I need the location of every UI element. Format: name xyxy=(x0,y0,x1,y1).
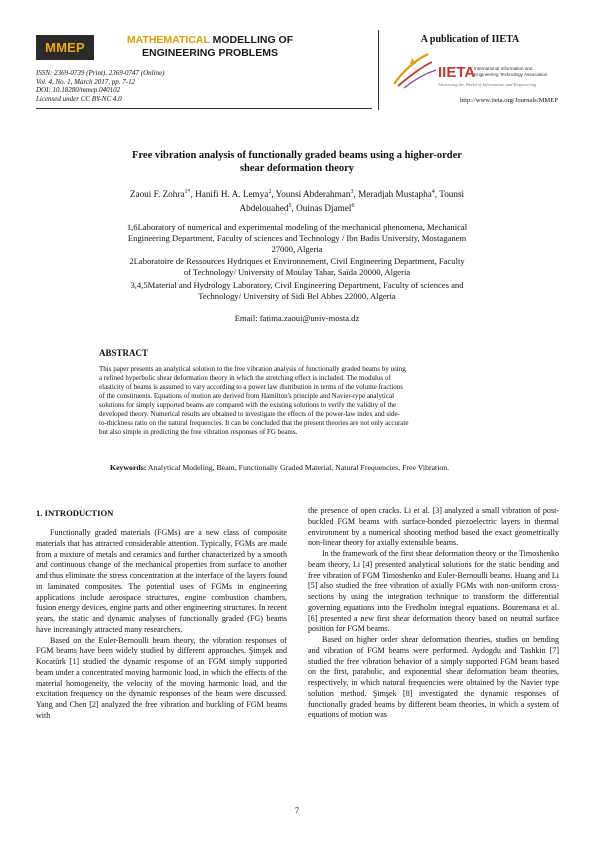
abstract-body xyxy=(99,365,496,437)
section-heading-introduction: 1. INTRODUCTION xyxy=(36,508,114,518)
body-column-right xyxy=(308,506,559,721)
keywords-text: Analytical Modeling, Beam, Functionally Graded Material, Natural Frequencies, Free Vibration. xyxy=(146,463,450,472)
ieta-org-line1: International Information and xyxy=(474,66,533,71)
abstract-line: of the constituents. Equations of motion are derived from Hamilton's principle and Navier-type analytical xyxy=(99,392,395,401)
body-column-left xyxy=(36,528,287,722)
journal-logo-text: MMEP xyxy=(45,40,85,55)
affiliation-2-line1: 2Laboratoire de Ressources Hydriques et Environnement, Civil Engineering Department, Faculty xyxy=(129,256,465,266)
paper-title xyxy=(60,150,534,175)
affiliation-3-line2: Technology/ University of Sidi Bel Abbes 22000, Algeria xyxy=(198,291,396,302)
abstract-line: solutions for simply supported beams are compared with the existing solutions to verify the validity of the xyxy=(99,401,397,410)
abstract-heading: ABSTRACT xyxy=(99,348,149,358)
affiliation-2-line2: of Technology/ University of Moulay Tahar, Saïda 20000, Algeria xyxy=(183,267,411,278)
publisher-label: A publication of IIETA xyxy=(420,34,520,45)
volume-line: Vol. 4, No. 1, March 2017, pp. 7-12 xyxy=(36,77,136,86)
journal-metadata xyxy=(36,69,336,103)
ieta-logo xyxy=(392,50,562,92)
affiliation-1-line3: 27000, Algeria xyxy=(271,244,323,255)
abstract-line: to-thickness ratio on the natural frequencies. It can be concluded that the present theories are not only accurate xyxy=(99,419,409,428)
journal-logo xyxy=(36,35,94,60)
paragraph: Functionally graded materials (FGMs) are a new class of composite materials that has attracted considerable attention. Typically, FGMs are made from a mixture of metals and ceramics and further characterized by a smooth and continuous change of the mechanical properties from surface to another and thus eliminate the stress concentration at the interface of the layers found in laminated composites. The potential uses of FGMs in engineering applications include aerospace structures, engine combustion chambers, fusion energy devices, engine parts and other engineering structures. In recent years, the static and dynamic analyses of functionally graded (FG) beams have increasingly attracted many researchers. xyxy=(36,528,288,634)
journal-title-line1: MODELLING OF xyxy=(209,34,294,46)
affiliation-3-line1: 3,4,5Material and Hydrology Laboratory, Civil Engineering Department, Faculty of sciences and xyxy=(130,280,464,290)
affiliation-2 xyxy=(90,256,504,278)
authors-line2: Abdelouahed$^5$, Ouinas Djamel$^6$ xyxy=(239,203,355,214)
abstract-line: elasticity of beams is assumed to vary according to a power law distribution in terms of the volume fractions xyxy=(99,383,404,392)
affiliation-1-line1: 1,6Laboratory of numerical and experimental modeling of the mechanical phenomena, Mechanical xyxy=(126,222,468,232)
journal-title-colored: MATHEMATICAL xyxy=(126,34,210,46)
keywords-label: Keywords: xyxy=(110,463,147,472)
paragraph: Based on the Euler-Bernoulli beam theory, the vibration responses of FGM beams have been widely studied by different approaches. Şimşek and Kocatürk [1] studied the dynamic response of an FGM simply supported beam under a concentrated moving harmonic load, in which the effects of the material homogeneity, the velocity of the moving harmonic load, and the excitation frequency on the dynamic responses of the beam were discussed. Yang and Chen [2] analyzed the free vibration and buckling of FGM beams with xyxy=(36,635,287,720)
journal-title-line2: ENGINEERING PROBLEMS xyxy=(142,46,278,59)
paper-title-line1: Free vibration analysis of functionally graded beams using a higher-order xyxy=(132,150,462,161)
author-list xyxy=(80,186,514,214)
journal-url[interactable]: http://www.iieta.org/Journals/MMEP xyxy=(460,97,558,104)
abstract-line: This paper presents an analytical solution to the free vibration analysis of functionally graded beams by using xyxy=(99,365,406,373)
affiliation-1-line2: Engineering Department, Faculty of sciences and Technology / Ibn Badis University, Mostaganem xyxy=(127,233,467,244)
abstract-line: a refined hyperbolic shear deformation theory in which the stretching effect is included. The modulus of xyxy=(99,374,391,383)
affiliation-3 xyxy=(90,280,504,302)
issn-line: ISSN: 2369-0739 (Print), 2369-0747 (Online) xyxy=(36,69,165,77)
abstract-line: but also simple in predicting the free vibration responses of FG beams. xyxy=(99,428,298,437)
corresponding-email[interactable]: Email: fatima.zaoui@univ-mosta.dz xyxy=(234,313,360,323)
paragraph: the presence of open cracks. Li et al. [3] analyzed a small vibration of post-buckled FGM beams with surface-bonded piezoelectric layers in thermal environment by a numerical shooting method based the exact geometrically non-linear theory for axially extensible beams. xyxy=(308,506,559,548)
ieta-tagline: Advancing the World of Information and Engineering xyxy=(438,82,537,87)
paragraph: In the framework of the first shear deformation theory or the Timoshenko beam theory, Li [4] presented analytical solutions for the static bending and free vibration of FGM Timoshenko and Euler-Bernoulli beams. Huang and Li [5] also studied the free vibration of axially FGMs with non-uniform cross-sections by using the integration technique to transform the differential governing equations into the Fredholm integral equations. Bouremana et al. [6] presented a new first shear deformation theory based on neutral surface position for FGM beams. xyxy=(308,549,559,634)
abstract-line: developed theory. Numerical results are obtained to investigate the effects of the power-law index and side- xyxy=(99,410,400,419)
page-number: 7 xyxy=(294,805,300,815)
header-divider xyxy=(378,30,379,110)
ieta-org-line2: Engineering Technology Association xyxy=(474,72,548,77)
license-line: Licensed under CC BY-NC 4.0 xyxy=(36,94,122,103)
affiliation-1 xyxy=(90,222,504,256)
paper-title-line2: shear deformation theory xyxy=(239,162,355,174)
doi-line: DOI: 10.18280/mmep.040102 xyxy=(36,86,121,95)
journal-title xyxy=(100,34,320,59)
ieta-logo-text: IIETA xyxy=(438,64,476,81)
header-rule xyxy=(36,108,372,109)
keywords xyxy=(110,463,510,472)
paragraph: Based on higher order shear deformation theories, studies on bending and vibration of FGM beams were performed. Aydogdu and Tashkin [7] studied the free vibration behavior of a simply supported FGM beam based on the first, parabolic, and exponential shear deformation beam theories, respectively, in which natural frequencies were obtained by the Navier type solution method. Şimşek [8] investigated the dynamic responses of functionally graded beams by different beam theories, in which a system of equations of motion was xyxy=(308,635,559,720)
authors-line1: Zaoui F. Zohra$^{1*}$, Hanifi H. A. Lemya$^2$, Younsi Abderahman$^3$, Meradjah Mustapha$^4$, Tounsi xyxy=(129,189,465,200)
